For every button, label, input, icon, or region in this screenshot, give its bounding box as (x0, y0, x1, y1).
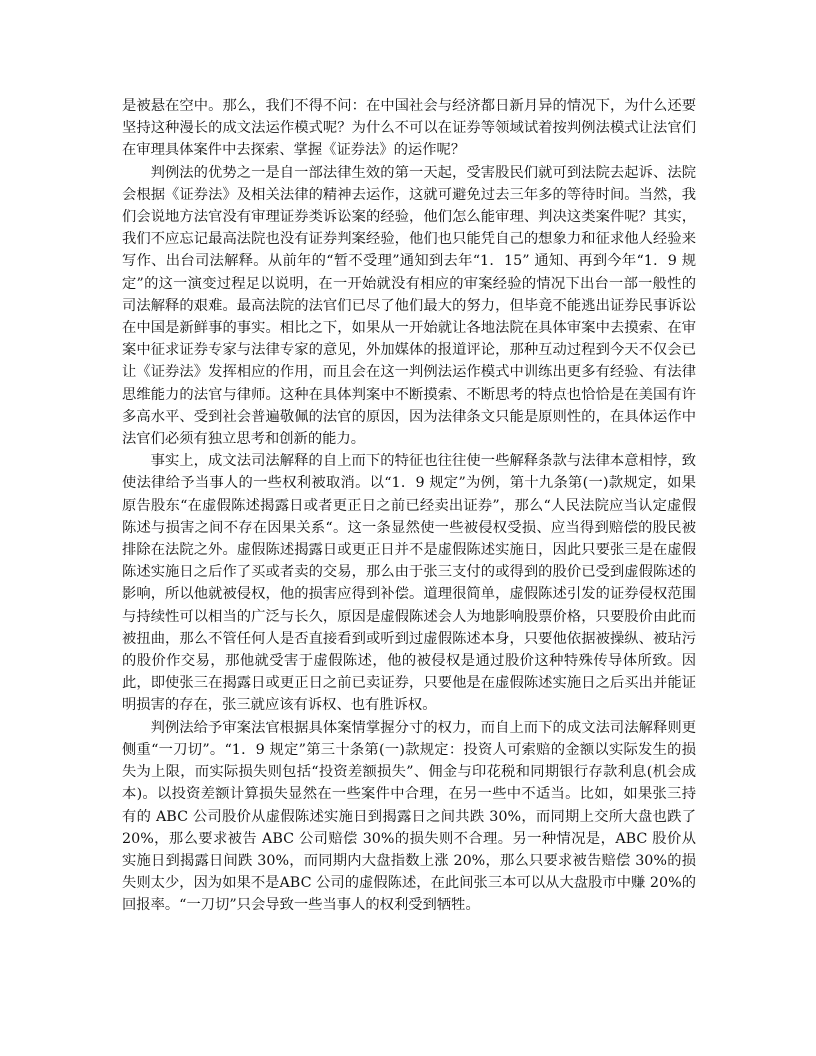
paragraph-continued: 是被悬在空中。那么，我们不得不问：在中国社会与经济都日新月异的情况下，为什么还要坚持这种漫长的成文法运作模式呢？为什么不可以在证券等领域试着按判例法模式让法官们在审理具体案件中去探索、掌握《证券法》的运作呢？ (122, 98, 696, 159)
paragraph-case-law-advantage: 判例法的优势之一是自一部法律生效的第一天起，受害股民们就可到法院去起诉、法院会根据《证券法》及相关法律的精神去运作，这就可避免过去三年多的等待时间。当然，我们会说地方法官没有审理证券类诉讼案的经验，他们怎么能审理、判决这类案件呢？其实，我们不应忘记最高法院也没有证券判案经验，他们也只能凭自己的想象力和征求他人经验来写作、出台司法解释。从前年的“暂不受理”通知到去年“1．15” 通知、再到今年“1．9 规定”的这一演变过程足以说明，在一开始就没有相应的审案经验的情况下出台一部一般性的司法解释的艰难。最高法院的法官们已尽了他们最大的努力，但毕竟不能逃出证券民事诉讼在中国是新鲜事的事实。相比之下，如果从一开始就让各地法院在具体审案中去摸索、在审案中征求证券专家与法律专家的意见，外加媒体的报道评论，那种互动过程到今天不仅会已让《证券法》发挥相应的作用，而且会在这一判例法运作模式中训练出更多有经验、有法律思维能力的法官与律师。这种在具体判案中不断摸索、不断思考的特点也恰恰是在美国有许多高水平、受到社会普遍敬佩的法官的原因，因为法律条文只能是原则性的，在具体运作中法官们必须有独立思考和创新的能力。 (122, 164, 696, 448)
paragraph-one-size-fits-all: 判例法给予审案法官根据具体案情掌握分寸的权力，而自上而下的成文法司法解释则更侧重“一刀切”。“1．9 规定”第三十条第(一)款规定：投资人可索赔的金额以实际发生的损失为上限，而实际损失则包括“投资差额损失”、佣金与印花税和同期银行存款利息(机会成本)。以投资差额计算损失显然在一些案件中合理，在另一些中不适当。比如，如果张三持有的 ABC 公司股价从虚假陈述实施日到揭露日之间共跌 30%，而同期上交所大盘也跌了 20%，那么要求被告 ABC 公司赔偿 30%的损失则不合理。另一种情况是，ABC 股价从实施日到揭露日间跌 30%，而同期内大盘指数上涨 20%，那么只要求被告赔偿 30%的损失则太少，因为如果不是ABC 公司的虚假陈述，在此间张三本可以从大盘股市中赚 20%的回报率。“一刀切”只会导致一些当事人的权利受到牺牲。 (122, 719, 696, 914)
document-page (122, 95, 696, 917)
paragraph-top-down-interpretation: 事实上，成文法司法解释的自上而下的特征也往往使一些解释条款与法律本意相悖，致使法律给予当事人的一些权利被取消。以“1．9 规定”为例，第十九条第(一)款规定，如果原告股东“在虚假陈述揭露日或者更正日之前已经卖出证券”，那么“人民法院应当认定虚假陈述与损害之间不存在因果关系“。这一条显然使一些被侵权受损、应当得到赔偿的股民被排除在法院之外。虚假陈述揭露日或更正日并不是虚假陈述实施日，因此只要张三是在虚假陈述实施日之后作了买或者卖的交易，那么由于张三支付的或得到的股价已受到虚假陈述的影响，所以他就被侵权，他的损害应得到补偿。道理很简单，虚假陈述引发的证券侵权范围与持续性可以相当的广泛与长久，原因是虚假陈述会人为地影响股票价格，只要股价由此而被扭曲，那么不管任何人是否直接看到或听到过虚假陈述本身，只要他依据被操纵、被玷污的股价作交易，那他就受害于虚假陈述，他的被侵权是通过股价这种特殊传导体所致。因此，即使张三在揭露日或更正日之前已卖证券，只要他是在虚假陈述实施日之后买出并能证明损害的存在，张三就应该有诉权、也有胜诉权。 (122, 453, 696, 714)
